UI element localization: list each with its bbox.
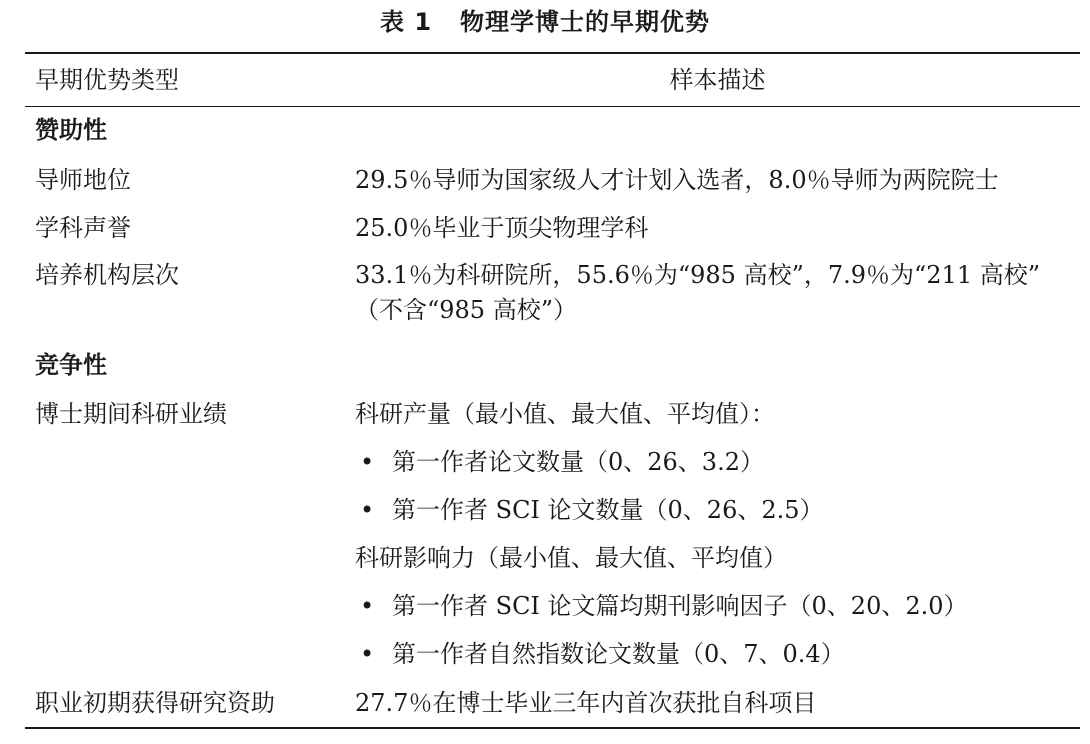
list-item <box>360 442 764 482</box>
row-text-institution-level-2: （不含“985 高校”） <box>355 296 577 324</box>
table-title: 物理学博士的早期优势 <box>460 8 711 36</box>
list-item-text: 第一作者 SCI 论文篇均期刊影响因子（0、20、2.0） <box>392 592 968 620</box>
row-label-institution-level: 培养机构层次 <box>35 261 179 289</box>
bullet-icon: • <box>360 448 375 476</box>
row-text-research-impact: 科研影响力（最小值、最大值、平均值） <box>355 544 787 572</box>
list-item-text: 第一作者 SCI 论文数量（0、26、2.5） <box>392 496 824 524</box>
bullet-icon: • <box>360 496 375 524</box>
table-caption <box>0 2 1090 42</box>
list-item-text: 第一作者论文数量（0、26、3.2） <box>392 448 764 476</box>
row-label-discipline-reputation: 学科声誉 <box>35 214 131 242</box>
row-text-early-funding: 27.7％在博士毕业三年内首次获批自科项目 <box>355 689 817 717</box>
row-label-early-funding: 职业初期获得研究资助 <box>35 689 275 717</box>
table-number: 表 1 <box>379 8 433 36</box>
list-item <box>360 490 824 530</box>
section-title-sponsorship: 赞助性 <box>35 116 107 144</box>
list-item-text: 第一作者自然指数论文数量（0、7、0.4） <box>392 640 845 668</box>
bullet-icon: • <box>360 640 375 668</box>
row-label-phd-research: 博士期间科研业绩 <box>35 400 227 428</box>
header-rule <box>25 106 1080 107</box>
top-rule <box>25 52 1080 54</box>
header-description: 样本描述 <box>669 66 766 94</box>
bullet-icon: • <box>360 592 375 620</box>
row-label-advisor-status: 导师地位 <box>35 166 131 194</box>
section-title-competitiveness: 竞争性 <box>35 351 107 379</box>
row-text-discipline-reputation: 25.0％毕业于顶尖物理学科 <box>355 214 649 242</box>
bottom-rule <box>25 727 1080 729</box>
row-text-research-output: 科研产量（最小值、最大值、平均值）： <box>355 400 775 428</box>
list-item <box>360 634 845 674</box>
row-text-advisor-status: 29.5％导师为国家级人才计划入选者，8.0％导师为两院院士 <box>355 166 999 194</box>
header-type: 早期优势类型 <box>35 66 179 94</box>
list-item <box>360 586 968 626</box>
table-header <box>0 56 1090 104</box>
row-text-institution-level-1: 33.1％为科研院所，55.6％为“985 高校”，7.9％为“211 高校” <box>355 261 1040 289</box>
